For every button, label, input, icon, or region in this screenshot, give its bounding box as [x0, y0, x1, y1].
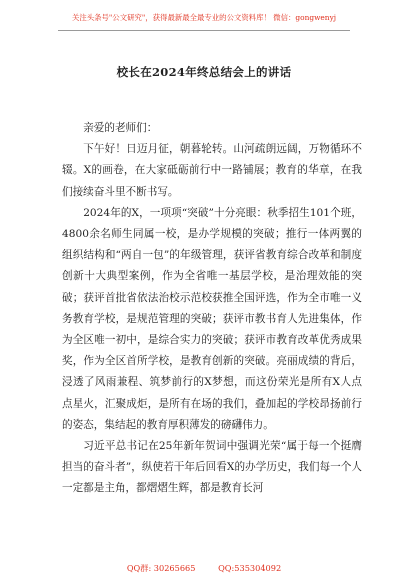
salutation: 亲爱的老师们： — [83, 122, 158, 134]
header-banner: 关注头条号"公文研究"，获得最新最全最专业的公文资料库！ 微信：gongwenyj — [71, 13, 337, 22]
footer-contact — [0, 562, 408, 574]
body-paragraph: 下午好！日迈月征，朝暮轮转。山河疏朗远阔，万物循环不辍。X的画卷，在大家砥砺前行中一路铺展；教育的华章，在我们接续奋斗里不断书写。 — [62, 143, 362, 198]
body-paragraph: 2024年的X，一项项“突破”十分亮眼：秋季招生101个班，4800余名师生同属一校，是办学规模的突破；推行一体两翼的组织结构和“两自一包”的年级管理，获评省教育综合改革和制度创新十大典型案例，作为全省唯一基层学校，是治理效能的突破；获评首批省依法治校示范校获推全国评选，作为全市唯一义务教育学校，是规范管理的突破；获评市教书育人先进集体，作为全区唯一初中，是综合实力的突破；获评市教育改革优秀成果奖，作为全区首所学校，是教育创新的突破。亮丽成绩的背后，浸透了风雨兼程、筑梦前行的X梦想，而这份荣光是所有X人点点星火，汇聚成炬，是所有在场的我们，叠加起的学校昂扬前行的姿态，集结起的教育厚积薄发的磅礴伟力。 — [62, 206, 362, 431]
document-body — [62, 118, 362, 500]
document-title: 校长在2024年终总结会上的讲话 — [116, 65, 292, 79]
footer-qq-group: QQ群: 30265665 — [126, 563, 196, 573]
body-paragraph: 习近平总书记在25年新年贺词中强调光荣“属于每一个挺膺担当的奋斗者”，纵使若干年后回看X的办学历史，我们每一个人一定都是主角，都熠熠生辉，都是教育长河 — [62, 440, 362, 495]
header-divider — [58, 30, 350, 31]
footer-qq: QQ:535304092 — [218, 563, 282, 573]
